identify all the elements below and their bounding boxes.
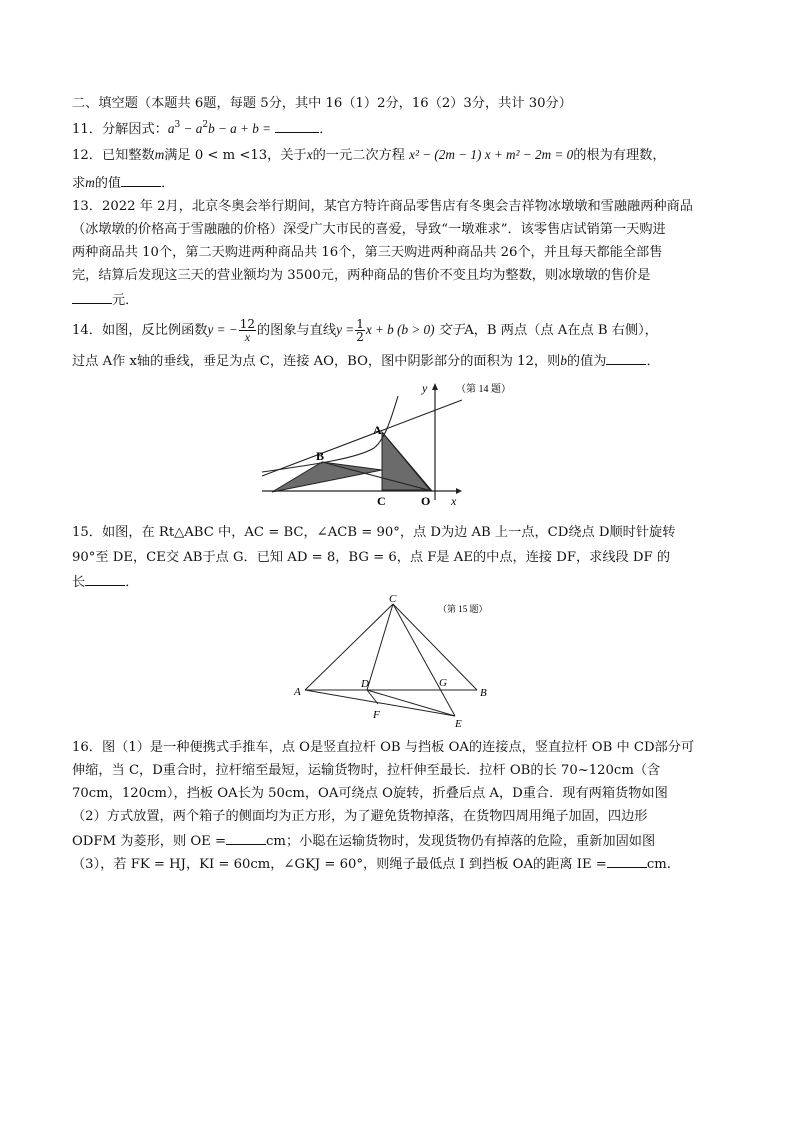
question-13-line5 [72, 289, 138, 311]
q12-line2-suffix: ． [161, 176, 175, 191]
figure-14 [258, 378, 548, 506]
q15-answer-blank[interactable] [85, 571, 125, 586]
fig15-label-B: B [480, 687, 487, 699]
q11-expr-a: a [167, 121, 175, 136]
question-13-line4: 完，结算后发现这三天的营业额均为 3500元，两种商品的售价不变且均为整数，则冰墩墩的售价是 [72, 268, 651, 283]
question-15-line2: 90°至 DE，CE交 AB于点 G．已知 AD = 8，BG = 6，点 F是 AE的中点，连接 DF，求线段 DF 的 [72, 550, 671, 565]
question-15-line3 [72, 571, 138, 593]
question-13-line1: 13．2022 年 2月，北京冬奥会举行期间，某官方特许商品零售店有冬奥会吉祥物冰墩墩和雪融融两种商品 [72, 199, 693, 214]
q12-line2-prefix: 求 [72, 176, 86, 191]
question-13-line3: 两种商品共 10个，第二天购进两种商品共 16个，第三天购进两种商品共 26个，并且每天都能全部售 [72, 245, 663, 260]
q14-b: b [560, 353, 567, 368]
question-16-line1: 16．图（1）是一种便携式手推车，点 O是竖直拉杆 OB 与挡板 OA的连接点，竖直拉杆 OB 中 CD部分可 [72, 740, 695, 755]
q14-y-eq2: y = [336, 322, 355, 337]
figure-15 [290, 594, 510, 730]
q14-line1-b: 的图象与直线 [257, 323, 337, 338]
q16-line6-b: cm. [646, 857, 671, 872]
question-11: 11．分解因式：$a^3 - a^2b - a + b$ = ． [72, 120, 333, 137]
q12-line2-mid: 的值 [94, 176, 122, 191]
section-heading: 二、填空题（本题共 6题，每题 5分，其中 16（1）2分，16（2）3分，共计 30分） [72, 96, 572, 111]
q12-m2: m [85, 175, 95, 190]
q16-answer-blank-OE[interactable] [226, 830, 266, 845]
q14-y-eq: y = − [207, 322, 238, 337]
fig14-label-A: A [373, 423, 382, 437]
q12-suffix1: 的根为有理数， [573, 148, 666, 163]
fig14-label-C: C [377, 494, 386, 506]
fig15-segment-CB [393, 604, 477, 690]
fig15-caption: （第 15 题） [438, 604, 488, 614]
fig15-label-E: E [455, 718, 462, 730]
question-16-line4: （2）方式放置，两个箱子的侧面均为正方形，为了避免货物掉落，在货物四周用绳子加固，四边形 [72, 809, 648, 824]
fig15-label-D: D [361, 678, 369, 690]
question-16-line3: 70cm，120cm），挡板 OA长为 50cm，OA可绕点 O旋转，折叠后点 A，D重合．现有两箱货物如图 [72, 786, 668, 801]
fig14-label-B: B [316, 449, 325, 463]
fig15-segment-CE [393, 604, 455, 716]
q14-line1-a: 14．如图，反比例函数 [72, 323, 208, 338]
q16-line5-a: ODFM 为菱形，则 OE = [72, 834, 227, 849]
q14-line1-c: x + b (b > 0) 交于 [365, 322, 465, 337]
q12-answer-blank[interactable] [121, 172, 161, 187]
q11-suffix: ． [319, 122, 333, 137]
q16-line6-a: （3），若 FK = HJ，KI = 60cm，∠GKJ = 60°，则绳子最低点 I 到挡板 OA的距离 IE = [72, 857, 607, 872]
question-12-line2 [72, 172, 174, 194]
question-16-line5 [72, 830, 655, 852]
fig14-label-y: y [422, 381, 428, 395]
fig14-caption: （第 14 题） [456, 384, 511, 395]
question-14-line2 [72, 350, 660, 372]
question-16-line2: 伸缩，当 C，D重合时，拉杆缩至最短，运输货物时，拉杆伸至最长．拉杆 OB的长 70~120cm（含 [72, 763, 661, 778]
q11-prefix: 11．分解因式： [72, 122, 168, 137]
q14-line1-d: A，B 两点（点 A在点 B 右侧）， [464, 323, 658, 338]
q12-mid: 的一元二次方程 [312, 148, 405, 163]
fig14-x-arrow [456, 488, 462, 494]
q12-cond: 满足 0 < m <13，关于 [164, 148, 307, 163]
q15-line3-prefix: 长 [72, 575, 86, 590]
q14-answer-blank[interactable] [606, 350, 646, 365]
q12-x: x [306, 147, 313, 162]
question-15-line1: 15．如图，在 Rt△ABC 中，AC = BC，∠ACB = 90°，点 D为边 AB 上一点，CD绕点 D顺时针旋转 [72, 525, 676, 540]
q16-line5-b: cm；小聪在运输货物时，发现货物仍有掉落的危险，重新加固如图 [266, 834, 656, 849]
q15-line3-suffix: ． [125, 575, 139, 590]
q12-m: m [154, 147, 165, 162]
q11-answer-blank[interactable] [275, 118, 319, 133]
q13-answer-blank[interactable] [72, 289, 112, 304]
q16-answer-blank-IE[interactable] [607, 853, 647, 868]
question-13-line2: （冰墩墩的价格高于雪融融的价格）深受广大市民的喜爱，导致“一墩难求”．该零售店试销第一天购进 [72, 222, 666, 237]
fig15-label-F: F [373, 709, 380, 721]
fig14-y-arrow [432, 383, 438, 390]
q11-expr-b-part: b − a + b = [208, 121, 272, 136]
question-16-line6 [72, 853, 671, 875]
fig14-label-x: x [451, 494, 457, 506]
fig15-label-C: C [389, 594, 397, 605]
question-14-line1 [72, 318, 658, 343]
q11-expr-rest: − a [180, 121, 203, 136]
q13-line5-suffix: 元． [112, 293, 139, 308]
question-12-line1 [72, 145, 666, 166]
q14-fraction-1-2: $\frac{1}{2}$ [356, 317, 364, 344]
q14-fraction-12-x: $\frac{12}{x}$ [239, 317, 255, 344]
q14-line2-c: 的值为 [566, 354, 607, 369]
fig14-line [262, 400, 462, 476]
q14-line2-a: 过点 A作 x轴的垂线，垂足为点 C，连接 AO，BO，图中阴影部分的面积为 12，则 [72, 354, 561, 369]
fig15-label-G: G [439, 677, 447, 689]
q12-prefix: 12．已知整数 [72, 148, 155, 163]
q14-line2-suffix: ． [646, 354, 660, 369]
q12-equation: x² − (2m − 1) x + m² − 2m = 0 [409, 147, 574, 162]
fig14-label-O: O [421, 494, 431, 506]
fig15-label-A: A [294, 686, 301, 698]
